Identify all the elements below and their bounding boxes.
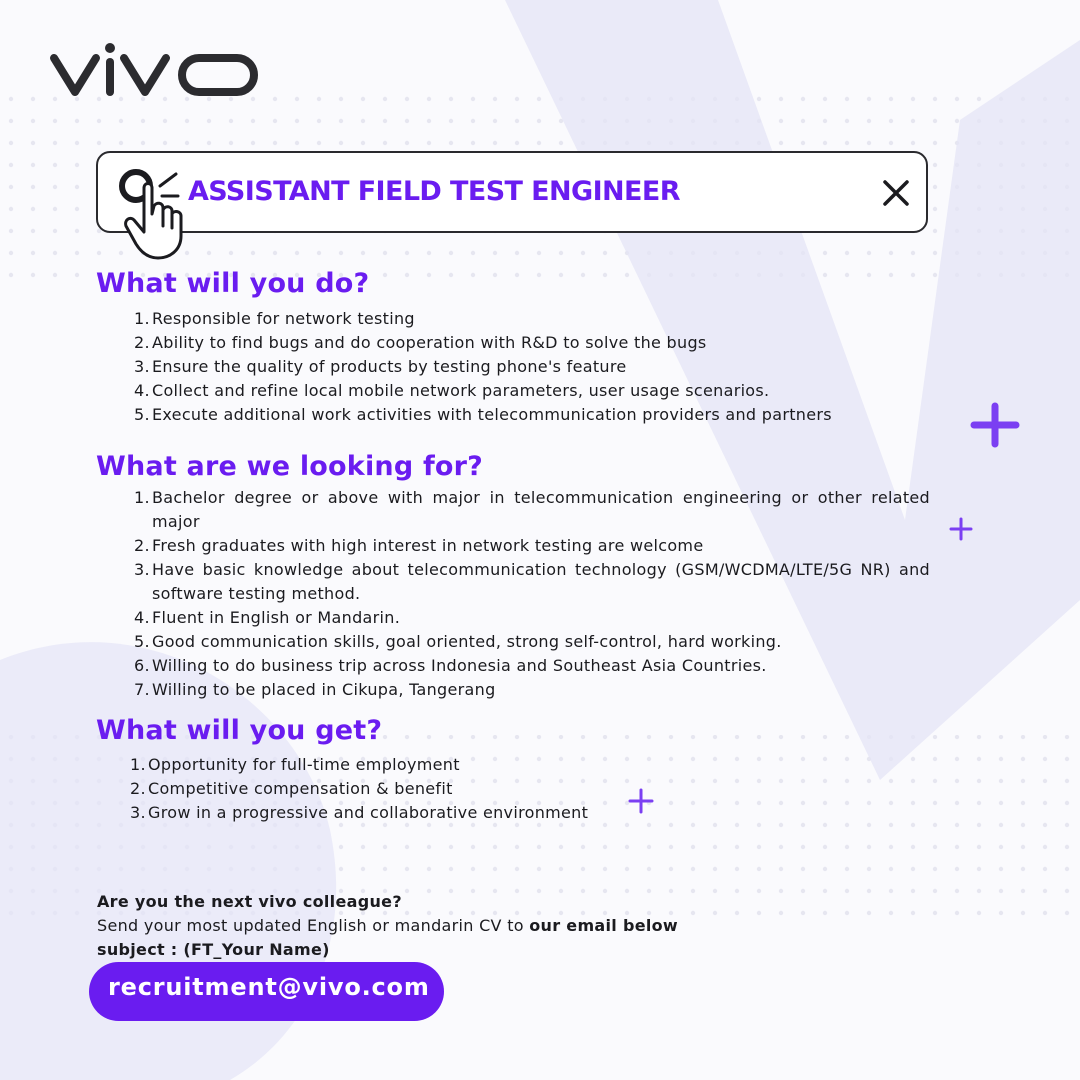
plus-icon xyxy=(628,788,654,814)
plus-icon xyxy=(970,402,1020,448)
list-item: 1. Opportunity for full-time employment xyxy=(130,755,460,774)
send-text: Send your most updated English or mandarin CV to xyxy=(97,916,530,935)
list-item: 2. Ability to find bugs and do cooperation with R&D to solve the bugs xyxy=(134,333,707,352)
benefits-list xyxy=(130,753,830,825)
email-button[interactable]: recruitment@vivo.com xyxy=(89,962,444,1021)
application-instructions xyxy=(97,890,678,962)
list-item: 5. Execute additional work activities with telecommunication providers and partners xyxy=(134,405,832,424)
email-subject: subject : (FT_Your Name) xyxy=(97,940,330,959)
list-item: 4. Fluent in English or Mandarin. xyxy=(134,608,401,627)
colleague-question: Are you the next vivo colleague? xyxy=(97,892,402,911)
vivo-logo xyxy=(48,40,260,98)
job-title: ASSISTANT FIELD TEST ENGINEER xyxy=(188,176,680,207)
close-icon[interactable] xyxy=(881,178,911,208)
list-item: 3. Grow in a progressive and collaborative environment xyxy=(130,803,589,822)
list-item: 7. Willing to be placed in Cikupa, Tangerang xyxy=(134,680,496,699)
plus-icon xyxy=(949,517,973,541)
duties-list xyxy=(134,307,930,427)
list-item: 1. Bachelor degree or above with major in telecommunication engineering or other related major xyxy=(134,488,930,531)
section-heading-requirements: What are we looking for? xyxy=(96,451,484,482)
list-item: 4. Collect and refine local mobile network parameters, user usage scenarios. xyxy=(134,381,770,400)
send-text-bold: our email below xyxy=(529,916,679,935)
list-item: 5. Good communication skills, goal oriented, strong self-control, hard working. xyxy=(134,632,782,651)
section-heading-duties: What will you do? xyxy=(96,268,370,299)
list-item: 1. Responsible for network testing xyxy=(134,309,415,328)
list-item: 3. Ensure the quality of products by testing phone's feature xyxy=(134,357,627,376)
list-item: 6. Willing to do business trip across Indonesia and Southeast Asia Countries. xyxy=(134,656,767,675)
list-item: 3. Have basic knowledge about telecommunication technology (GSM/WCDMA/LTE/5G NR) and software testing method. xyxy=(134,560,930,603)
list-item: 2. Fresh graduates with high interest in network testing are welcome xyxy=(134,536,704,555)
section-heading-benefits: What will you get? xyxy=(96,715,383,746)
search-click-icon xyxy=(114,164,194,260)
requirements-list xyxy=(134,486,930,702)
list-item: 2. Competitive compensation & benefit xyxy=(130,779,453,798)
